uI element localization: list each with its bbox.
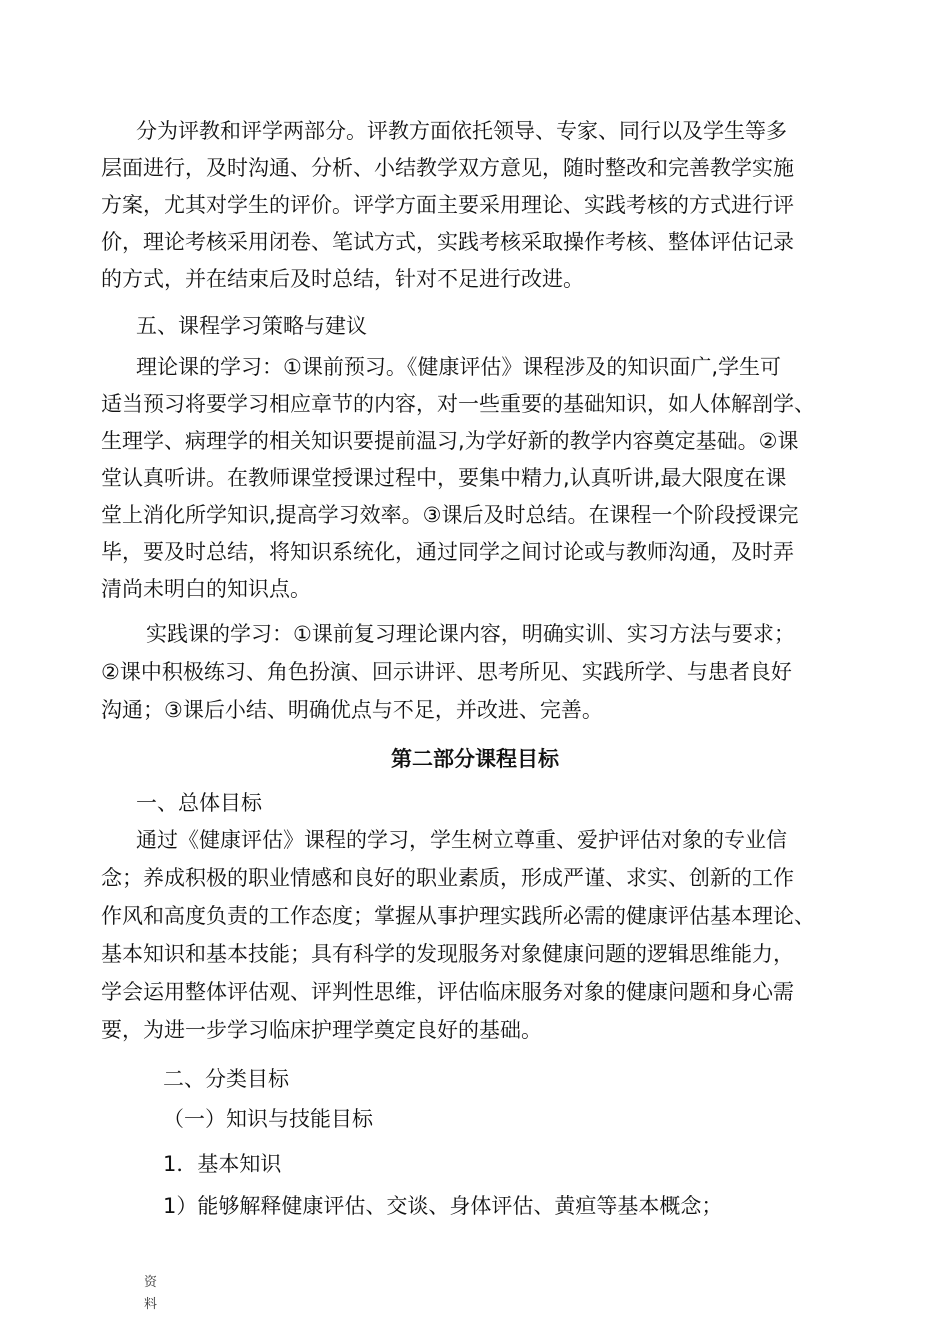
footer-char: 料 <box>144 1297 158 1312</box>
subsection-heading: （一）知识与技能目标 <box>163 1107 373 1131</box>
text-line: 堂上消化所学知识,提高学习效率。③课后及时总结。在课程一个阶段授课完 <box>101 503 799 527</box>
text-line: 层面进行，及时沟通、分析、小结教学双方意见，随时整改和完善教学实施 <box>101 156 794 180</box>
list-item: 1）能够解释健康评估、交谈、身体评估、黄疸等基本概念； <box>163 1194 723 1218</box>
subsection-heading: 二、分类目标 <box>163 1067 289 1091</box>
text-line: 生理学、病理学的相关知识要提前温习,为学好新的教学内容奠定基础。②课 <box>101 429 799 453</box>
part-title: 第二部分课程目标 <box>391 747 559 771</box>
text-line: 念；养成积极的职业情感和良好的职业素质，形成严谨、求实、创新的工作 <box>101 866 794 890</box>
text-line: 堂认真听讲。在教师课堂授课过程中，要集中精力,认真听讲,最大限度在课 <box>101 466 787 490</box>
text-line: 价，理论考核采用闭卷、笔试方式，实践考核采取操作考核、整体评估记录 <box>101 230 794 254</box>
text-line: 通过《健康评估》课程的学习，学生树立尊重、爱护评估对象的专业信 <box>136 828 787 852</box>
text-line: 沟通；③课后小结、明确优点与不足，并改进、完善。 <box>101 698 603 722</box>
text-line: 学会运用整体评估观、评判性思维，评估临床服务对象的健康问题和身心需 <box>101 980 794 1004</box>
text-line: 适当预习将要学习相应章节的内容，对一些重要的基础知识，如人体解剖学、 <box>101 392 815 416</box>
text-line: 基本知识和基本技能；具有科学的发现服务对象健康问题的逻辑思维能力， <box>101 942 794 966</box>
text-line: 的方式，并在结束后及时总结，针对不足进行改进。 <box>101 267 584 291</box>
page-footer <box>144 1272 157 1316</box>
text-line: 分为评教和评学两部分。评教方面依托领导、专家、同行以及学生等多 <box>136 119 787 143</box>
text-line: 实践课的学习：①课前复习理论课内容，明确实训、实习方法与要求； <box>146 622 795 646</box>
text-line: 方案，尤其对学生的评价。评学方面主要采用理论、实践考核的方式进行评 <box>101 193 794 217</box>
text-line: 理论课的学习：①课前预习。《健康评估》课程涉及的知识面广,学生可 <box>136 355 781 379</box>
text-line: 要，为进一步学习临床护理学奠定良好的基础。 <box>101 1018 542 1042</box>
subsection-heading: 1．基本知识 <box>163 1152 282 1176</box>
footer-char: 资 <box>144 1275 158 1290</box>
text-line: 毕，要及时总结，将知识系统化，通过同学之间讨论或与教师沟通，及时弄 <box>101 540 794 564</box>
text-line: 清尚未明白的知识点。 <box>101 577 311 601</box>
subsection-heading: 一、总体目标 <box>136 791 262 815</box>
text-line: ②课中积极练习、角色扮演、回示讲评、思考所见、实践所学、与患者良好 <box>101 660 792 684</box>
section-heading: 五、课程学习策略与建议 <box>136 314 367 338</box>
text-line: 作风和高度负责的工作态度；掌握从事护理实践所必需的健康评估基本理论、 <box>101 904 815 928</box>
